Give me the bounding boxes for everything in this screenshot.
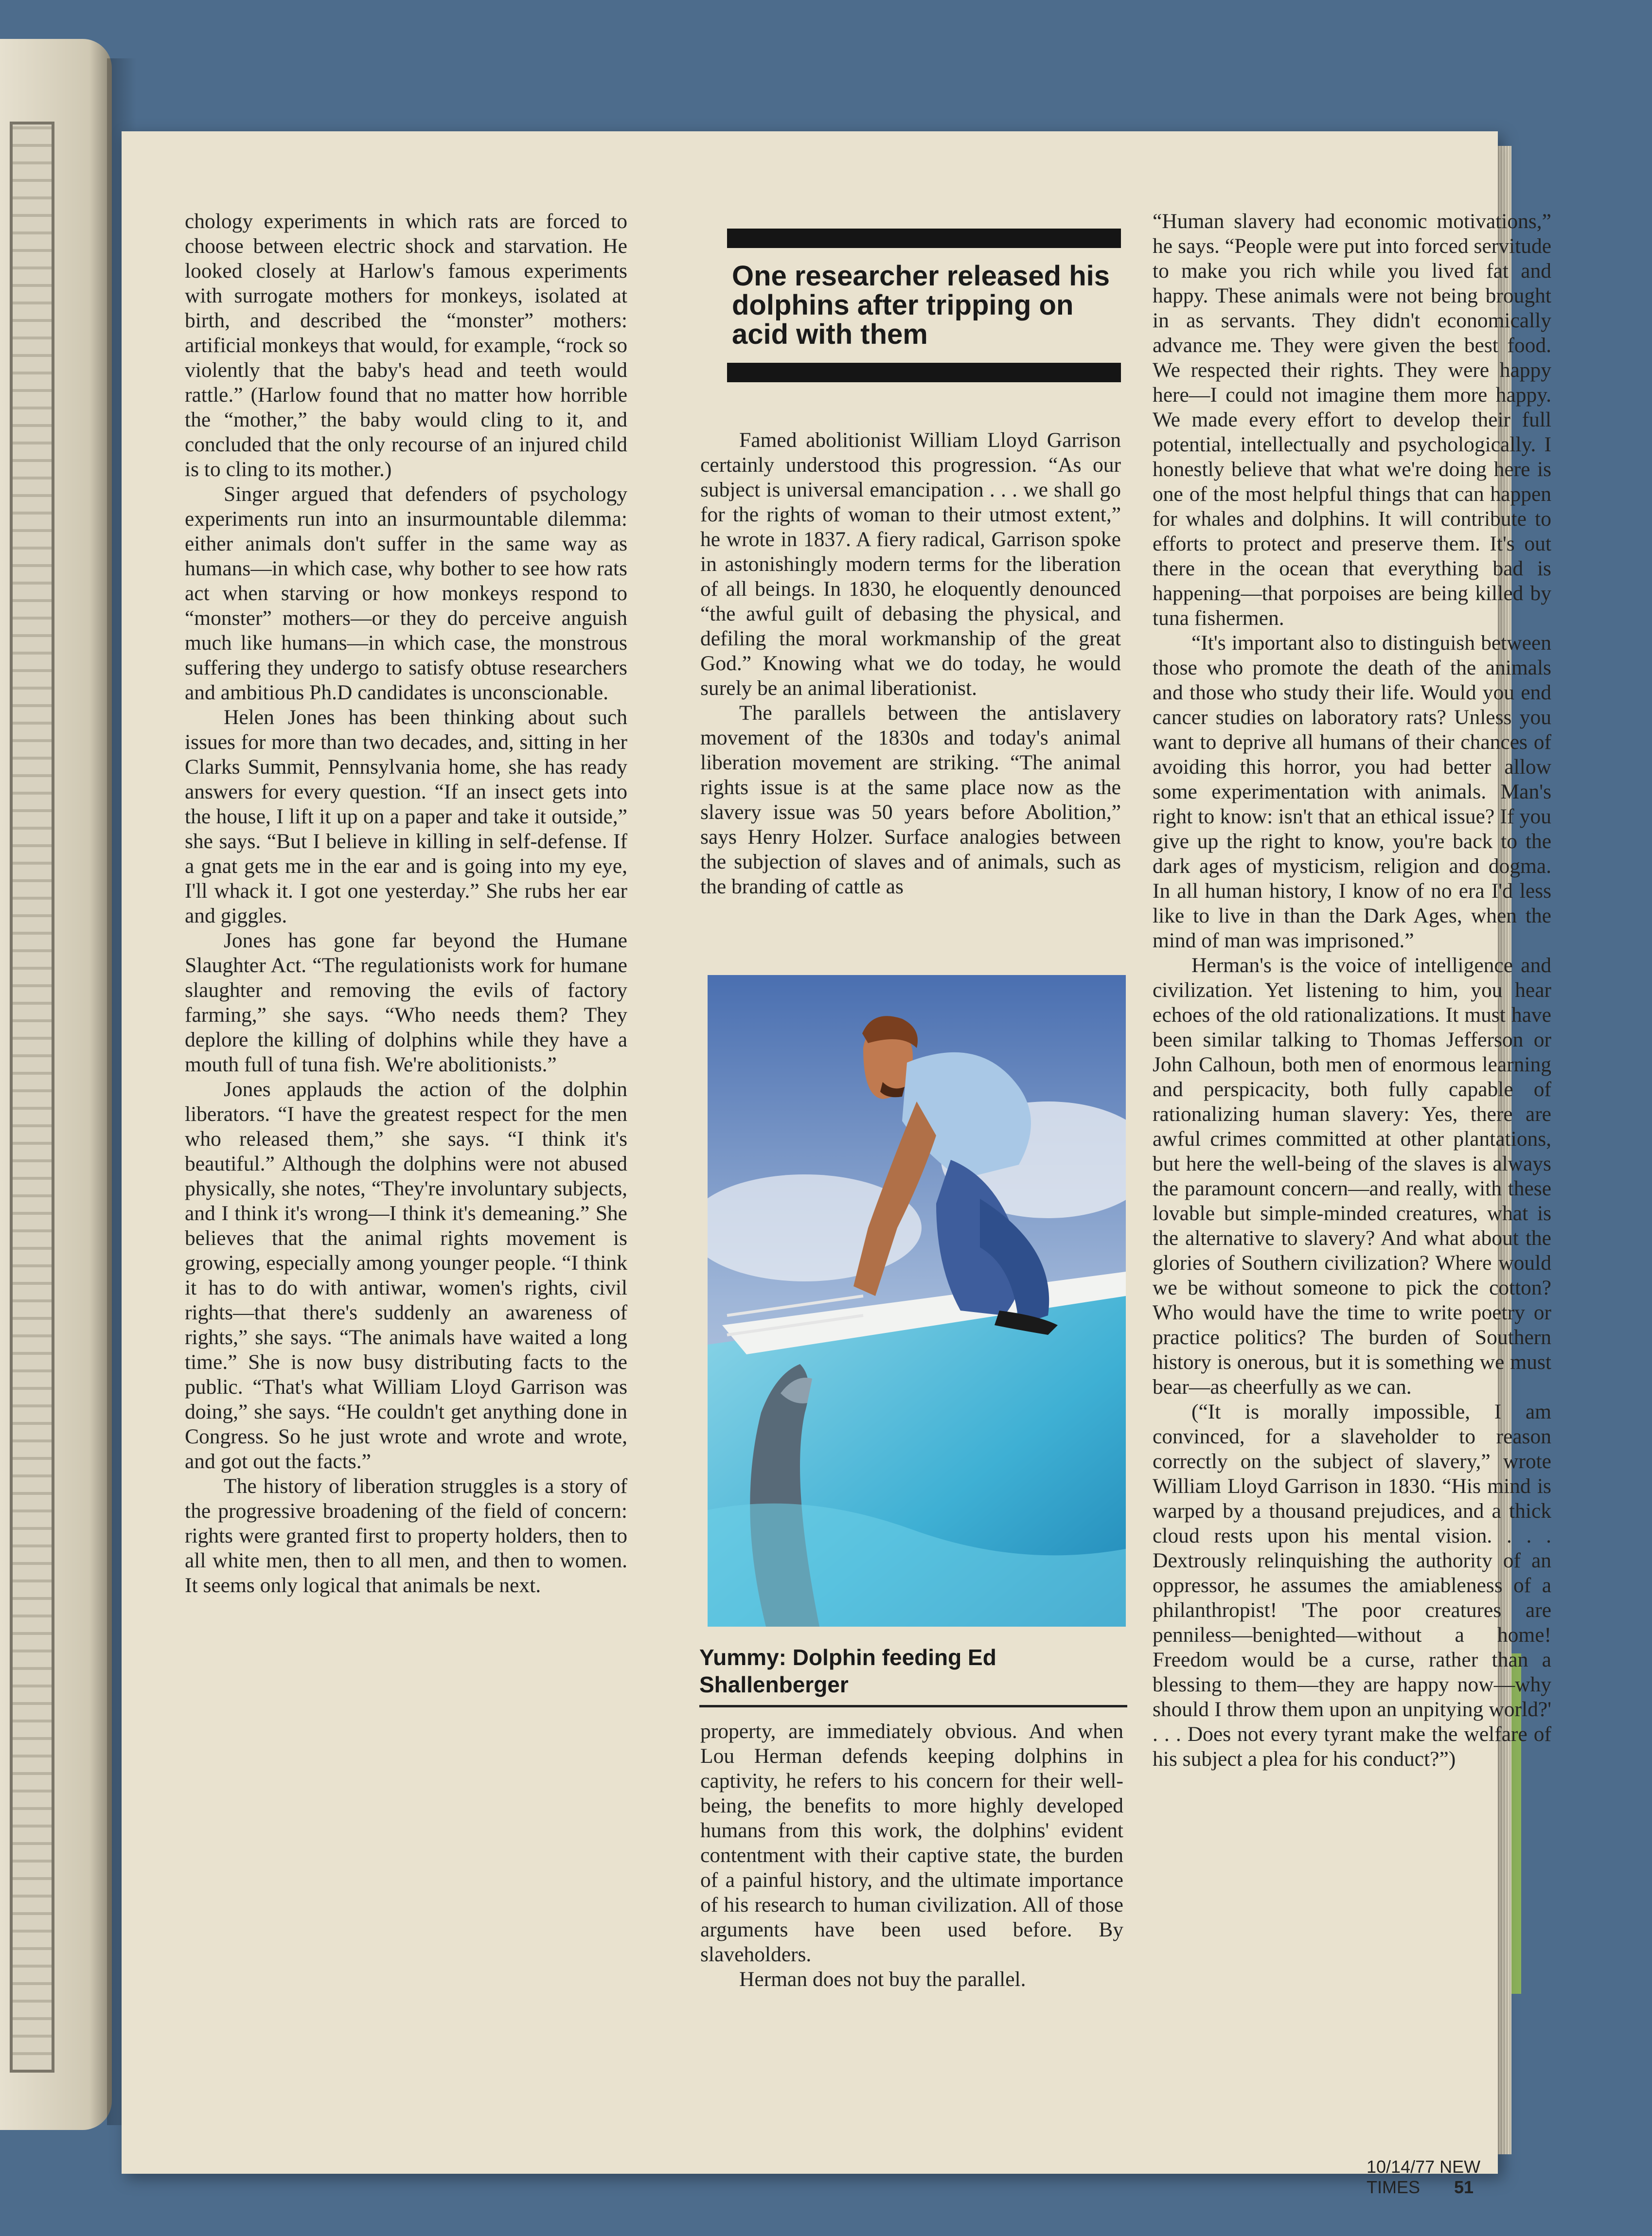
pull-quote-top-bar [727, 229, 1121, 248]
magazine-name: NEW TIMES [1367, 2157, 1481, 2197]
decorative-border [10, 122, 54, 2073]
paragraph: Famed abolitionist William Lloyd Garrison certainly understood this progression. “As our subject is universal emancipation . . . we shall go for the rights of woman to their utmost extent,” he wrote in 1837. A fiery radical, Garrison spoke in astonishingly modern terms for the liberation of all beings. In 1830, he eloquently denounced “the awful guilt of debasing the physical, and defiling the moral workmanship of the great God.” Knowing what we do today, he would surely be an animal liberationist. [700, 428, 1121, 700]
page-footer [1367, 2157, 1498, 2198]
column-2-top [700, 428, 1121, 899]
paragraph: Singer argued that defenders of psychology experiments run into an insurmountable dilemma: either animals don't suffer in the same way as humans—in which case, why bother to see how rats act when starving or how monkeys respond to “monster” mothers—or they do perceive anguish much like humans—in which case, the monstrous suffering they undergo to satisfy obtuse researchers and ambitious Ph.D candidates is unconscionable. [185, 482, 627, 704]
paragraph: “It's important also to distinguish between those who promote the death of the animals and those who study their life. Would you end cancer studies on laboratory rats? Unless you want to deprive all humans of their chances of avoiding this horror, you had better allow some experimentation with animals. Man's right to know: isn't that an ethical issue? If you give up the right to know, you're back to the dark ages of mysticism, religion and dogma. In all human history, I know of no era I'd less like to live in than the Dark Ages, when the mind of man was imprisoned.” [1153, 631, 1551, 952]
pull-quote-bottom-bar [727, 363, 1121, 382]
column-3 [1153, 209, 1551, 1772]
page-number: 51 [1454, 2177, 1474, 2197]
left-page-edge [0, 39, 112, 2130]
pull-quote [727, 229, 1121, 382]
issue-date: 10/14/77 [1367, 2157, 1435, 2177]
paragraph: property, are immediately obvious. And when Lou Herman defends keeping dolphins in captivity, he refers to his concern for their well-being, the benefits to more highly developed humans from this work, the dolphins' evident contentment with their captive state, the burden of a painful history, and the ultimate importance of his research to human civilization. All of those arguments have been used before. By slaveholders. [700, 1720, 1123, 1966]
paragraph: (“It is morally impossible, I am convinced, for a slaveholder to reason correctly on the subject of slavery,” wrote William Lloyd Garrison in 1830. “His mind is warped by a thousand prejudices, and a thick cloud rests upon his mental vision. . . . Dextrously relinquishing the authority of an oppressor, he assumes the amiableness of a philanthropist! 'The poor creatures are penniless—benighted—without a home! Freedom would be a curse, rather than a blessing to them—they are happy now—why should I throw them upon an unpitying world?' . . . Does not every tyrant make the welfare of his subject a plea for his conduct?”) [1153, 1400, 1551, 1771]
column-2-bottom [700, 1719, 1123, 1992]
paragraph: chology experiments in which rats are forced to choose between electric shock and starvation. He looked closely at Harlow's famous experiments with surrogate mothers for monkeys, isolated at birth, and described the “monster” mothers: artificial monkeys that would, for example, “rock so violently that the baby's head and teeth would rattle.” (Harlow found that no matter how horrible the “mother,” the baby would cling to it, and concluded that the only recourse of an injured child is to cling to its mother.) [185, 210, 627, 481]
paragraph: Jones applauds the action of the dolphin liberators. “I have the greatest respect for the men who released them,” she says. “I think it's beautiful.” Although the dolphins were not abused physically, she notes, “They're involuntary subjects, and I think it's wrong—I think it's demeaning.” She believes that the animal rights movement is growing, especially among younger people. “I think it has to do with antiwar, women's rights, civil rights—that there's suddenly an awareness of rights,” she says. “The animals have waited a long time.” She is now busy distributing facts to the public. “That's what William Lloyd Garrison was doing,” she says. “He couldn't get anything done in Congress. So he just wrote and wrote and wrote, and got out the facts.” [185, 1078, 627, 1473]
paragraph: Helen Jones has been thinking about such issues for more than two decades, and, sitting in her Clarks Summit, Pennsylvania home, she has ready answers for every question. “If an insect gets into the house, I lift it up on a paper and take it outside,” she says. “But I believe in killing in self-defense. If a gnat gets me in the ear and is going into my eye, I'll whack it. I got one yesterday.” She rubs her ear and giggles. [185, 706, 627, 927]
dolphin-feeding-photo [708, 975, 1126, 1627]
paragraph: “Human slavery had economic motivations,” he says. “People were put into forced servitude to make you rich while you lived fat and happy. These animals were not being brought in as servants. They didn't economically advance me. They were given the best food. We respected their rights. They were happy here—I could not imagine them more happy. We made every effort to develop their full potential, intellectually and psychologically. I honestly believe that what we're doing here is one of the most helpful things that can happen for whales and dolphins. It will contribute to efforts to protect and preserve them. It's out there in the ocean that everything bad is happening—that porpoises are being killed by tuna fishermen. [1153, 210, 1551, 630]
paragraph: The history of liberation struggles is a story of the progressive broadening of the field of concern: rights were granted first to property holders, then to all white men, then to all men, and then to women. It seems only logical that animals be next. [185, 1474, 627, 1597]
magazine-page [122, 131, 1551, 2197]
paragraph: Jones has gone far beyond the Humane Slaughter Act. “The regulationists work for humane slaughter and removing the evils of factory farming,” she says. “Who needs them? They deplore the killing of dolphins while they have a mouth full of tuna fish. We're abolitionists.” [185, 929, 627, 1076]
paragraph: Herman does not buy the parallel. [739, 1968, 1026, 1991]
pull-quote-text: One researcher released his dolphins after tripping on acid with them [732, 260, 1110, 350]
photo-caption: Yummy: Dolphin feeding Ed Shallenberger [699, 1644, 1127, 1707]
paragraph: Herman's is the voice of intelligence and civilization. Yet listening to him, you hear echoes of the old rationalizations. It must have been similar talking to Thomas Jefferson or John Calhoun, both men of enormous learning and perspicacity, both fully capable of rationalizing human slavery: Yes, there are awful crimes committed at other plantations, but here the well-being of the slaves is always the paramount concern—and really, with these lovable but simple-minded creatures, what is the alternative to slavery? And what about the glories of Southern civilization? Where would we be without someone to pick the cotton? Who would have the time to write poetry or practice politics? The burden of Southern history is onerous, but it is something we must bear—as cheerfully as we can. [1153, 954, 1551, 1399]
column-1 [185, 209, 627, 1598]
paragraph: The parallels between the antislavery movement of the 1830s and today's animal liberation movement are striking. “The animal rights issue is at the same place now as the slavery issue was 50 years before Abolition,” says Henry Holzer. Surface analogies between the subjection of slaves and of animals, such as the branding of cattle as [700, 701, 1121, 898]
